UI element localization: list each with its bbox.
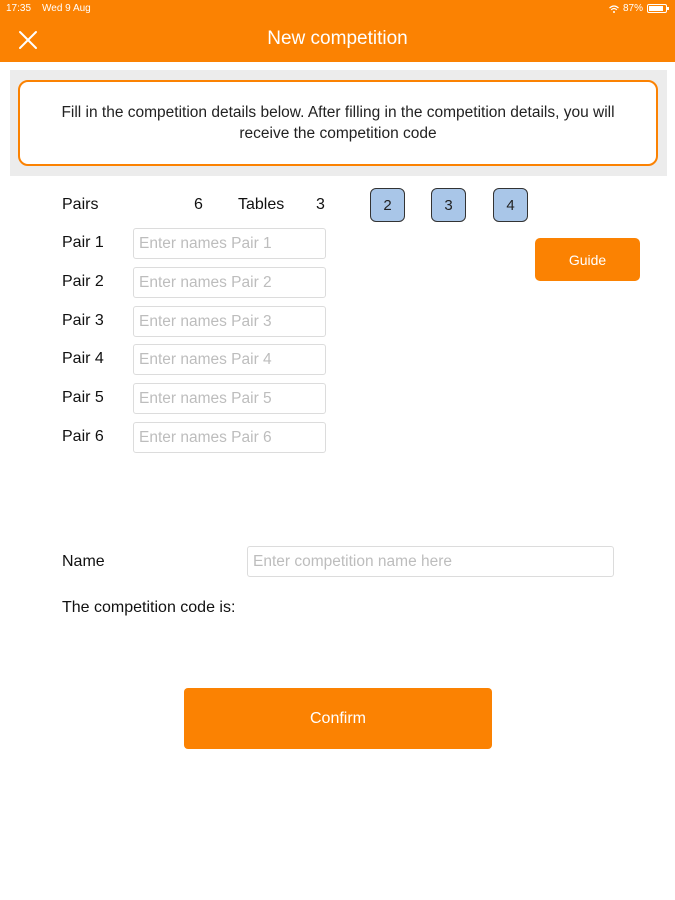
pair-2-input[interactable] [133,267,326,298]
page-title: New competition [267,28,408,49]
battery-icon [647,4,667,13]
name-label: Name [62,553,105,570]
pair-6-input[interactable] [133,422,326,453]
pairs-count: 6 [194,196,203,213]
tables-count: 3 [316,196,325,213]
pair-label: Pair 2 [62,273,104,290]
competition-name-input[interactable] [247,546,614,577]
confirm-button[interactable]: Confirm [184,688,492,749]
pair-label: Pair 3 [62,312,104,329]
pair-label: Pair 4 [62,350,104,367]
pair-3-input[interactable] [133,306,326,337]
pair-label: Pair 6 [62,428,104,445]
pair-1-input[interactable] [133,228,326,259]
status-date: Wed 9 Aug [42,3,91,14]
tables-label: Tables [238,196,285,213]
tables-option-4[interactable]: 4 [493,188,528,222]
tables-option-3[interactable]: 3 [431,188,466,222]
wifi-icon [609,5,619,13]
status-indicators [609,3,667,14]
pair-label: Pair 1 [62,234,104,251]
info-message: Fill in the competition details below. After filling in the competition details, you will receive the competition code [18,80,658,166]
pairs-label: Pairs [62,196,99,213]
status-time: 17:35 [6,3,32,14]
pair-label: Pair 5 [62,389,104,406]
tables-option-2[interactable]: 2 [370,188,405,222]
pair-5-input[interactable] [133,383,326,414]
competition-code-label: The competition code is: [62,599,236,616]
guide-button[interactable]: Guide [535,238,640,281]
pair-4-input[interactable] [133,344,326,375]
app-header [0,0,675,62]
battery-percent: 87% [622,3,643,14]
